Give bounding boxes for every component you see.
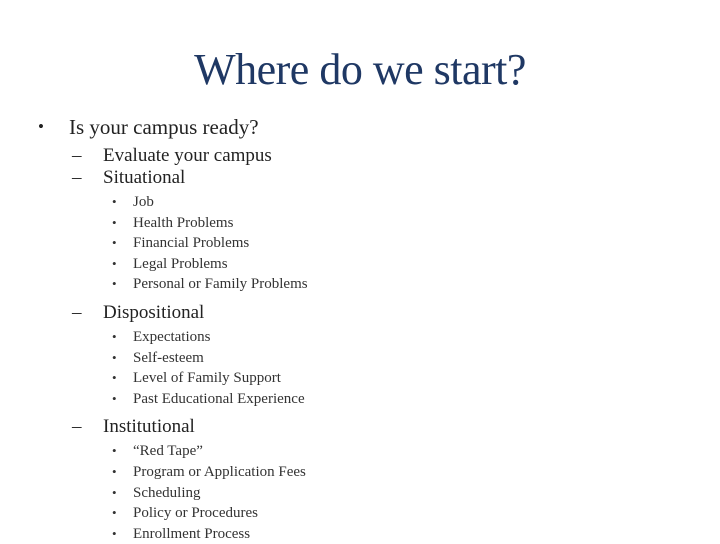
bullet-dot: • — [112, 328, 117, 344]
sub-bullet-text: Dispositional — [103, 301, 205, 323]
sub-bullet-text: Evaluate your campus — [103, 145, 272, 166]
list-item — [36, 348, 696, 369]
list-item-text: Health Problems — [133, 214, 234, 231]
list-item-text: Past Educational Experience — [133, 390, 305, 407]
bullet-dot: • — [112, 255, 117, 271]
list-item-text: Legal Problems — [133, 255, 228, 272]
dash-marker: – — [72, 145, 82, 166]
sub-bullet-institutional — [36, 416, 696, 438]
list-item-text: Enrollment Process — [133, 525, 251, 542]
list-item — [36, 192, 696, 213]
dash-marker: – — [72, 301, 82, 323]
bullet-dot: • — [112, 443, 117, 459]
list-item-text: Level of Family Support — [133, 370, 281, 387]
list-item — [36, 441, 696, 462]
list-item — [36, 254, 696, 275]
bullet-dot: • — [112, 349, 117, 365]
bullet-dot: • — [112, 194, 117, 209]
sub-bullet-evaluate — [36, 145, 696, 167]
bullet-dot: • — [112, 214, 117, 230]
list-item-text: “Red Tape” — [133, 443, 203, 460]
dispositional-list — [36, 327, 696, 409]
list-item — [36, 462, 696, 483]
sub-bullet-dispositional — [36, 302, 696, 324]
bullet-dot: • — [112, 390, 117, 406]
bullet-dot: • — [112, 370, 117, 386]
bullet-dot: • — [112, 463, 117, 479]
dash-marker: – — [72, 167, 82, 188]
list-item — [36, 483, 696, 504]
bullet-dot: • — [112, 484, 117, 500]
list-item — [36, 524, 696, 544]
list-item — [36, 327, 696, 348]
bullet-dot: • — [112, 505, 117, 521]
institutional-list — [36, 441, 696, 544]
bullet-dot: • — [112, 235, 117, 251]
list-item-text: Self-esteem — [133, 349, 204, 366]
list-item-text: Program or Application Fees — [133, 463, 306, 480]
list-item-text: Scheduling — [133, 484, 201, 501]
list-item — [36, 274, 696, 295]
dash-marker: – — [72, 416, 82, 438]
list-item-text: Expectations — [133, 328, 211, 345]
situational-list — [36, 192, 696, 295]
list-item-text: Policy or Procedures — [133, 505, 258, 522]
list-item — [36, 233, 696, 254]
slide-body — [36, 112, 696, 544]
list-item — [36, 503, 696, 524]
list-item-text: Financial Problems — [133, 235, 250, 252]
slide-title: Where do we start? — [194, 45, 526, 94]
list-item-text: Personal or Family Problems — [133, 276, 308, 293]
bullet-dot: • — [38, 117, 44, 136]
sub-bullet-text: Institutional — [103, 416, 195, 438]
bullet-dot: • — [112, 525, 117, 541]
bullet-campus-ready — [36, 112, 696, 142]
list-item-text: Job — [133, 194, 154, 210]
sub-bullet-situational — [36, 167, 696, 189]
list-item — [36, 389, 696, 410]
bullet-dot: • — [112, 276, 117, 292]
list-item — [36, 368, 696, 389]
list-item — [36, 213, 696, 234]
sub-bullet-text: Situational — [103, 167, 186, 188]
bullet-text: Is your campus ready? — [69, 115, 259, 139]
